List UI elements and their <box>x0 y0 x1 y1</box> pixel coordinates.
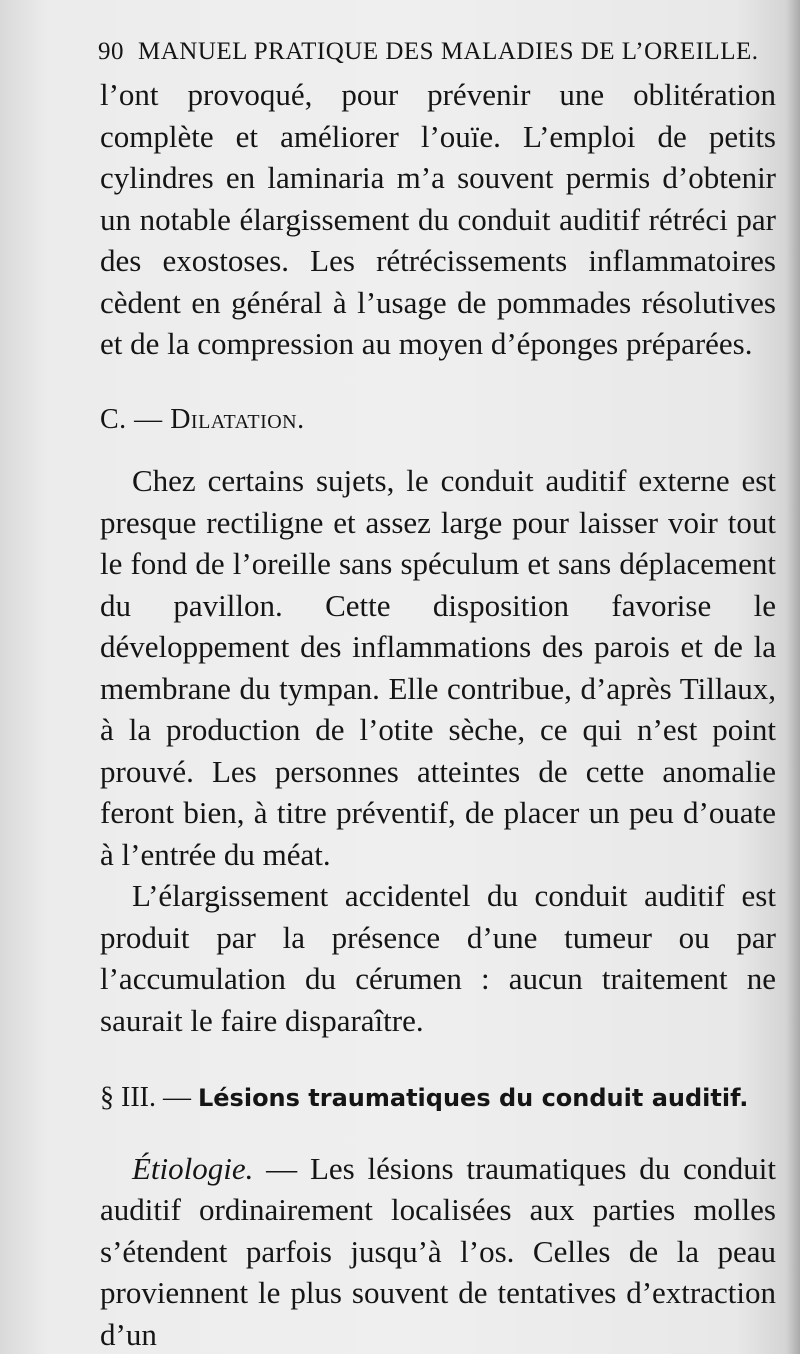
etiologie-text: — Les lésions traumatiques du conduit auditif ordinairement localisées aux parties molles s’étendent parfois jusqu’à l’os. Celles de la peau proviennent le plus souvent de tentatives d’extraction d’un <box>100 1150 776 1352</box>
paragraph-etiologie <box>100 1148 776 1354</box>
subsection-letter: C. — <box>100 403 171 435</box>
section-title: Lésions traumatiques du conduit auditif. <box>197 1084 749 1112</box>
paragraph-dilatation: Chez certains sujets, le conduit auditif externe est presque rectiligne et assez large pour laisser voir tout le fond de l’oreille sans spéculum et sans déplacement du pavillon. Cette disposition favorise le développement des inflammations des parois et de la membrane du tympan. Elle contribue, d’après Tillaux, à la production de l’otite sèche, ce qui n’est point prouvé. Les personnes atteintes de cette anomalie feront bien, à titre préventif, de placer un peu d’ouate à l’entrée du méat. <box>100 463 776 872</box>
page-edge-shadow <box>786 0 800 1354</box>
running-title: MANUEL PRATIQUE DES MALADIES DE L’OREILLE. <box>138 38 759 65</box>
subsection-heading <box>100 399 776 441</box>
section-heading <box>100 1077 776 1120</box>
paragraph-elargissement: L’élargissement accidentel du conduit auditif est produit par la présence d’une tumeur ou par l’accumulation du cérumen : aucun traitement ne saurait le faire disparaître. <box>100 878 776 1038</box>
running-header <box>98 38 759 66</box>
page-number: 90 <box>98 38 124 65</box>
subsection-title: Dilatation. <box>170 403 305 435</box>
etiologie-lead: Étiologie. <box>132 1150 254 1186</box>
section-number: § III. — <box>100 1082 198 1113</box>
page-body <box>100 74 776 1354</box>
paragraph-continuation: l’ont provoqué, pour prévenir une oblitération complète et améliorer l’ouïe. L’emploi de petits cylindres en laminaria m’a souvent permis d’obtenir un notable élargissement du conduit auditif rétréci par des exostoses. Les rétrécissements inflammatoires cèdent en général à l’usage de pommades résolutives et de la compression au moyen d’éponges préparées. <box>100 77 776 361</box>
